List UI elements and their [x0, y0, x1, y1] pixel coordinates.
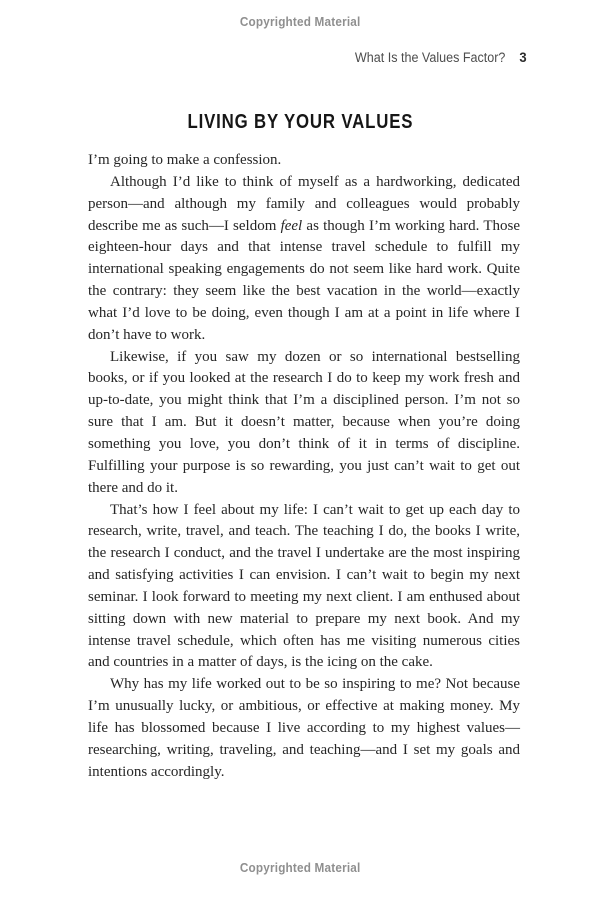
paragraph-4: That’s how I feel about my life: I can’t wait to get up each day to research, write, travel, and teach. The teaching I do, the books I write, the research I conduct, and the travel I undertake are the most inspiring and satisfying activities I can envision. I can’t wait to begin my next seminar. I look forward to meeting my next client. I am enthused about sitting down with new material to prepare my next book. And my intense travel schedule, which often has me visiting numerous cities and countries in a matter of days, is the icing on the cake.: [88, 501, 520, 671]
copyright-notice-top-label: Copyrighted Material: [239, 15, 361, 29]
chapter-heading-label: LIVING BY YOUR VALUES: [187, 111, 413, 133]
paragraph-2-italic-word: feel: [280, 217, 303, 234]
copyright-notice-bottom-label: Copyrighted Material: [239, 861, 361, 875]
paragraph-5: Why has my life worked out to be so inspiring to me? Not because I’m unusually lucky, or ambitious, or effective at making money. My life has blossomed because I live according to my highest values—researching, writing, traveling, and teaching—and I set my goals and intentions accordingly.: [88, 676, 520, 780]
copyright-notice-bottom: [0, 861, 600, 875]
paragraph-3: Likewise, if you saw my dozen or so international bestselling books, or if you looked at the research I do to keep my work fresh and up-to-date, you might think that I’m a disciplined person. I’m not so sure that I am. But it doesn’t matter, because when you’re doing something you love, you don’t think of it in terms of discipline. Fulfilling your purpose is so rewarding, you just can’t wait to get out there and do it.: [88, 348, 520, 496]
paragraph-2-before-italic: Although I’d like to think of myself as a hardworking, dedicated person—and although my family and colleagues would probably describe me as such—I seldom: [88, 173, 520, 234]
paragraph-2: [88, 172, 520, 347]
chapter-heading: [0, 111, 600, 134]
running-header: [355, 49, 527, 65]
body-text: [88, 150, 520, 783]
paragraph-2-after-italic: as though I’m working hard. Those eighteen-hour days and that intense travel schedule to fulfill my international speaking engagements do not seem like hard work. Quite the contrary: they seem like the best vacation in the world—exactly what I’d love to be doing, even though I am at a point in life where I don’t have to work.: [88, 217, 520, 343]
copyright-notice-top: [0, 15, 600, 29]
paragraph-1: I’m going to make a confession.: [88, 152, 282, 168]
page-number: 3: [519, 49, 527, 65]
running-header-title: What Is the Values Factor?: [355, 50, 506, 65]
